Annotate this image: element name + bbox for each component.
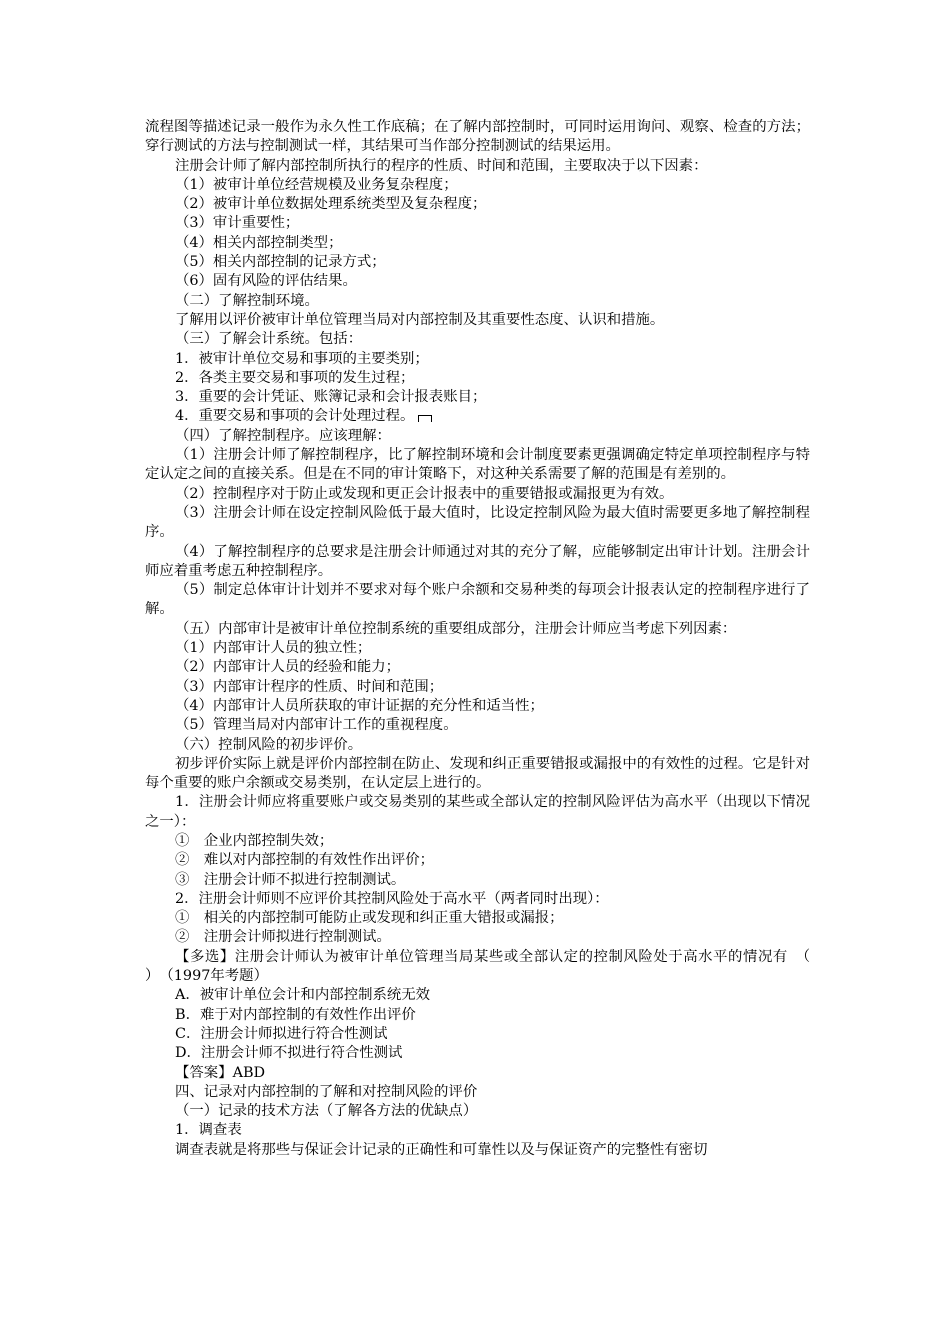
- paragraph-text: 1．被审计单位交易和事项的主要类别；: [175, 350, 429, 367]
- paragraph: [145, 1083, 810, 1102]
- paragraph-text: ② 难以对内部控制的有效性作出评价；: [175, 852, 435, 869]
- paragraph: [145, 1102, 810, 1121]
- paragraph: [145, 1141, 810, 1160]
- paragraph: [145, 485, 810, 504]
- paragraph-text: （2）被审计单位数据处理系统类型及复杂程度；: [175, 196, 487, 213]
- paragraph-text: 流程图等描述记录一般作为永久性工作底稿；在了解内部控制时，可同时运用询问、观察、检查的方法；穿行测试的方法与控制测试一样，其结果可当作部分控制测试的结果运用。: [145, 119, 810, 155]
- paragraph: [145, 504, 810, 543]
- paragraph: [145, 195, 810, 214]
- paragraph-text: 1．注册会计师应将重要账户或交易类别的某些或全部认定的控制风险评估为高水平（出现以下情况之一）：: [145, 794, 810, 830]
- paragraph: [145, 292, 810, 311]
- paragraph-text: 3．重要的会计凭证、账簿记录和会计报表账目；: [175, 389, 487, 406]
- paragraph: [145, 176, 810, 195]
- paragraph-text: A．被审计单位会计和内部控制系统无效: [175, 987, 431, 1004]
- paragraph-text: （2）内部审计人员的经验和能力；: [175, 659, 401, 676]
- paragraph-text: （5）相关内部控制的记录方式；: [175, 254, 386, 271]
- paragraph-text: （3）注册会计师在设定控制风险低于最大值时，比设定控制风险为最大值时需要更多地了解控制程序。: [145, 504, 810, 541]
- paragraph-text: （二）了解控制环境。: [175, 292, 319, 309]
- paragraph-text: （2）控制程序对于防止或发现和更正会计报表中的重要错报或漏报更为有效。: [175, 485, 674, 502]
- paragraph: [145, 427, 810, 446]
- paragraph: [145, 157, 810, 176]
- paragraph-text: ① 相关的内部控制可能防止或发现和纠正重大错报或漏报；: [175, 910, 564, 927]
- paragraph: [145, 793, 810, 832]
- paragraph: [145, 369, 810, 388]
- paragraph-text: 2．各类主要交易和事项的发生过程；: [175, 369, 415, 386]
- paragraph-text: （1）注册会计师了解控制程序，比了解控制环境和会计制度要素更强调确定特定单项控制程序与特定认定之间的直接关系。但是在不同的审计策略下，对这种关系需要了解的范围是有差别的。: [145, 447, 810, 483]
- paragraph: [145, 253, 810, 272]
- paragraph: [145, 851, 810, 870]
- paragraph: [145, 716, 810, 735]
- paragraph-text: ② 注册会计师拟进行控制测试。: [175, 929, 391, 946]
- paragraph-text: 4．重要交易和事项的会计处理过程。: [175, 408, 415, 425]
- paragraph: [145, 909, 810, 928]
- paragraph-text: 【答案】ABD: [175, 1064, 266, 1081]
- paragraph: [145, 620, 810, 639]
- paragraph: [145, 890, 810, 909]
- paragraph-text: （1）被审计单位经营规模及业务复杂程度；: [175, 176, 458, 193]
- paragraph: [145, 581, 810, 620]
- paragraph: [145, 272, 810, 291]
- paragraph-text: 调查表就是将那些与保证会计记录的正确性和可靠性以及与保证资产的完整性有密切: [175, 1141, 708, 1158]
- paragraph: [145, 871, 810, 890]
- paragraph: [145, 407, 810, 426]
- paragraph: [145, 736, 810, 755]
- bracket-mark-icon: [418, 415, 432, 422]
- paragraph-text: （三）了解会计系统。包括：: [175, 331, 363, 348]
- paragraph-text: （5）管理当局对内部审计工作的重视程度。: [175, 717, 458, 734]
- paragraph: [145, 986, 810, 1005]
- paragraph: [145, 543, 810, 582]
- paragraph: [145, 755, 810, 794]
- document-body: [145, 118, 854, 1160]
- paragraph: [145, 697, 810, 716]
- paragraph: [145, 948, 854, 987]
- paragraph-text: B．难于对内部控制的有效性作出评价: [175, 1006, 416, 1023]
- paragraph-text: 了解用以评价被审计单位管理当局对内部控制及其重要性态度、认识和措施。: [175, 311, 665, 328]
- paragraph: [145, 214, 810, 233]
- paragraph-text: D．注册会计师不拟进行符合性测试: [175, 1045, 403, 1062]
- paragraph: [145, 234, 810, 253]
- paragraph-text: （六）控制风险的初步评价。: [175, 736, 363, 753]
- paragraph-text: （5）制定总体审计计划并不要求对每个账户余额和交易种类的每项会计报表认定的控制程序进行了解。: [145, 582, 810, 618]
- paragraph: [145, 678, 810, 697]
- paragraph-text: （4）了解控制程序的总要求是注册会计师通过对其的充分了解，应能够制定出审计计划。注册会计师应着重考虑五种控制程序。: [145, 543, 810, 579]
- paragraph: [145, 639, 810, 658]
- paragraph: [145, 330, 810, 349]
- paragraph-text: （4）相关内部控制类型；: [175, 234, 343, 251]
- paragraph: [145, 1044, 810, 1063]
- paragraph: [145, 928, 810, 947]
- paragraph-text: （3）审计重要性；: [175, 215, 300, 232]
- paragraph-text: （五）内部审计是被审计单位控制系统的重要组成部分，注册会计师应当考虑下列因素：: [175, 620, 737, 637]
- paragraph: [145, 658, 810, 677]
- paragraph-text: 注册会计师了解内部控制所执行的程序的性质、时间和范围，主要取决于以下因素：: [175, 157, 708, 174]
- paragraph-text: 1．调查表: [175, 1122, 242, 1139]
- paragraph-text: （1）内部审计人员的独立性；: [175, 640, 372, 657]
- paragraph: [145, 1006, 810, 1025]
- paragraph-text: （四）了解控制程序。应该理解：: [175, 427, 391, 444]
- paragraph-text: （6）固有风险的评估结果。: [175, 273, 357, 290]
- paragraph-text: C．注册会计师拟进行符合性测试: [175, 1025, 388, 1042]
- paragraph-text: ① 企业内部控制失效；: [175, 832, 334, 849]
- paragraph: [145, 446, 810, 485]
- paragraph: [145, 118, 810, 157]
- paragraph: [145, 1025, 810, 1044]
- paragraph: [145, 311, 810, 330]
- paragraph-text: （4）内部审计人员所获取的审计证据的充分性和适当性；: [175, 697, 544, 714]
- paragraph-text: 2．注册会计师则不应评价其控制风险处于高水平（两者同时出现）：: [175, 890, 609, 907]
- paragraph-text: ③ 注册会计师不拟进行控制测试。: [175, 871, 406, 888]
- paragraph-text: 初步评价实际上就是评价内部控制在防止、发现和纠正重要错报或漏报中的有效性的过程。它是针对每个重要的账户余额或交易类别，在认定层上进行的。: [145, 755, 810, 792]
- paragraph: [145, 832, 810, 851]
- paragraph-text: 四、记录对内部控制的了解和对控制风险的评价: [175, 1083, 478, 1100]
- paragraph: [145, 1121, 810, 1140]
- paragraph-text: （3）内部审计程序的性质、时间和范围；: [175, 678, 444, 695]
- paragraph: [145, 350, 810, 369]
- paragraph: [145, 1064, 810, 1083]
- paragraph: [145, 388, 810, 407]
- paragraph-text: 【多选】注册会计师认为被审计单位管理当局某些或全部认定的控制风险处于高水平的情况有 （ ） （1997年考题）: [145, 948, 854, 985]
- paragraph-text: （一）记录的技术方法（了解各方法的优缺点）: [175, 1103, 478, 1120]
